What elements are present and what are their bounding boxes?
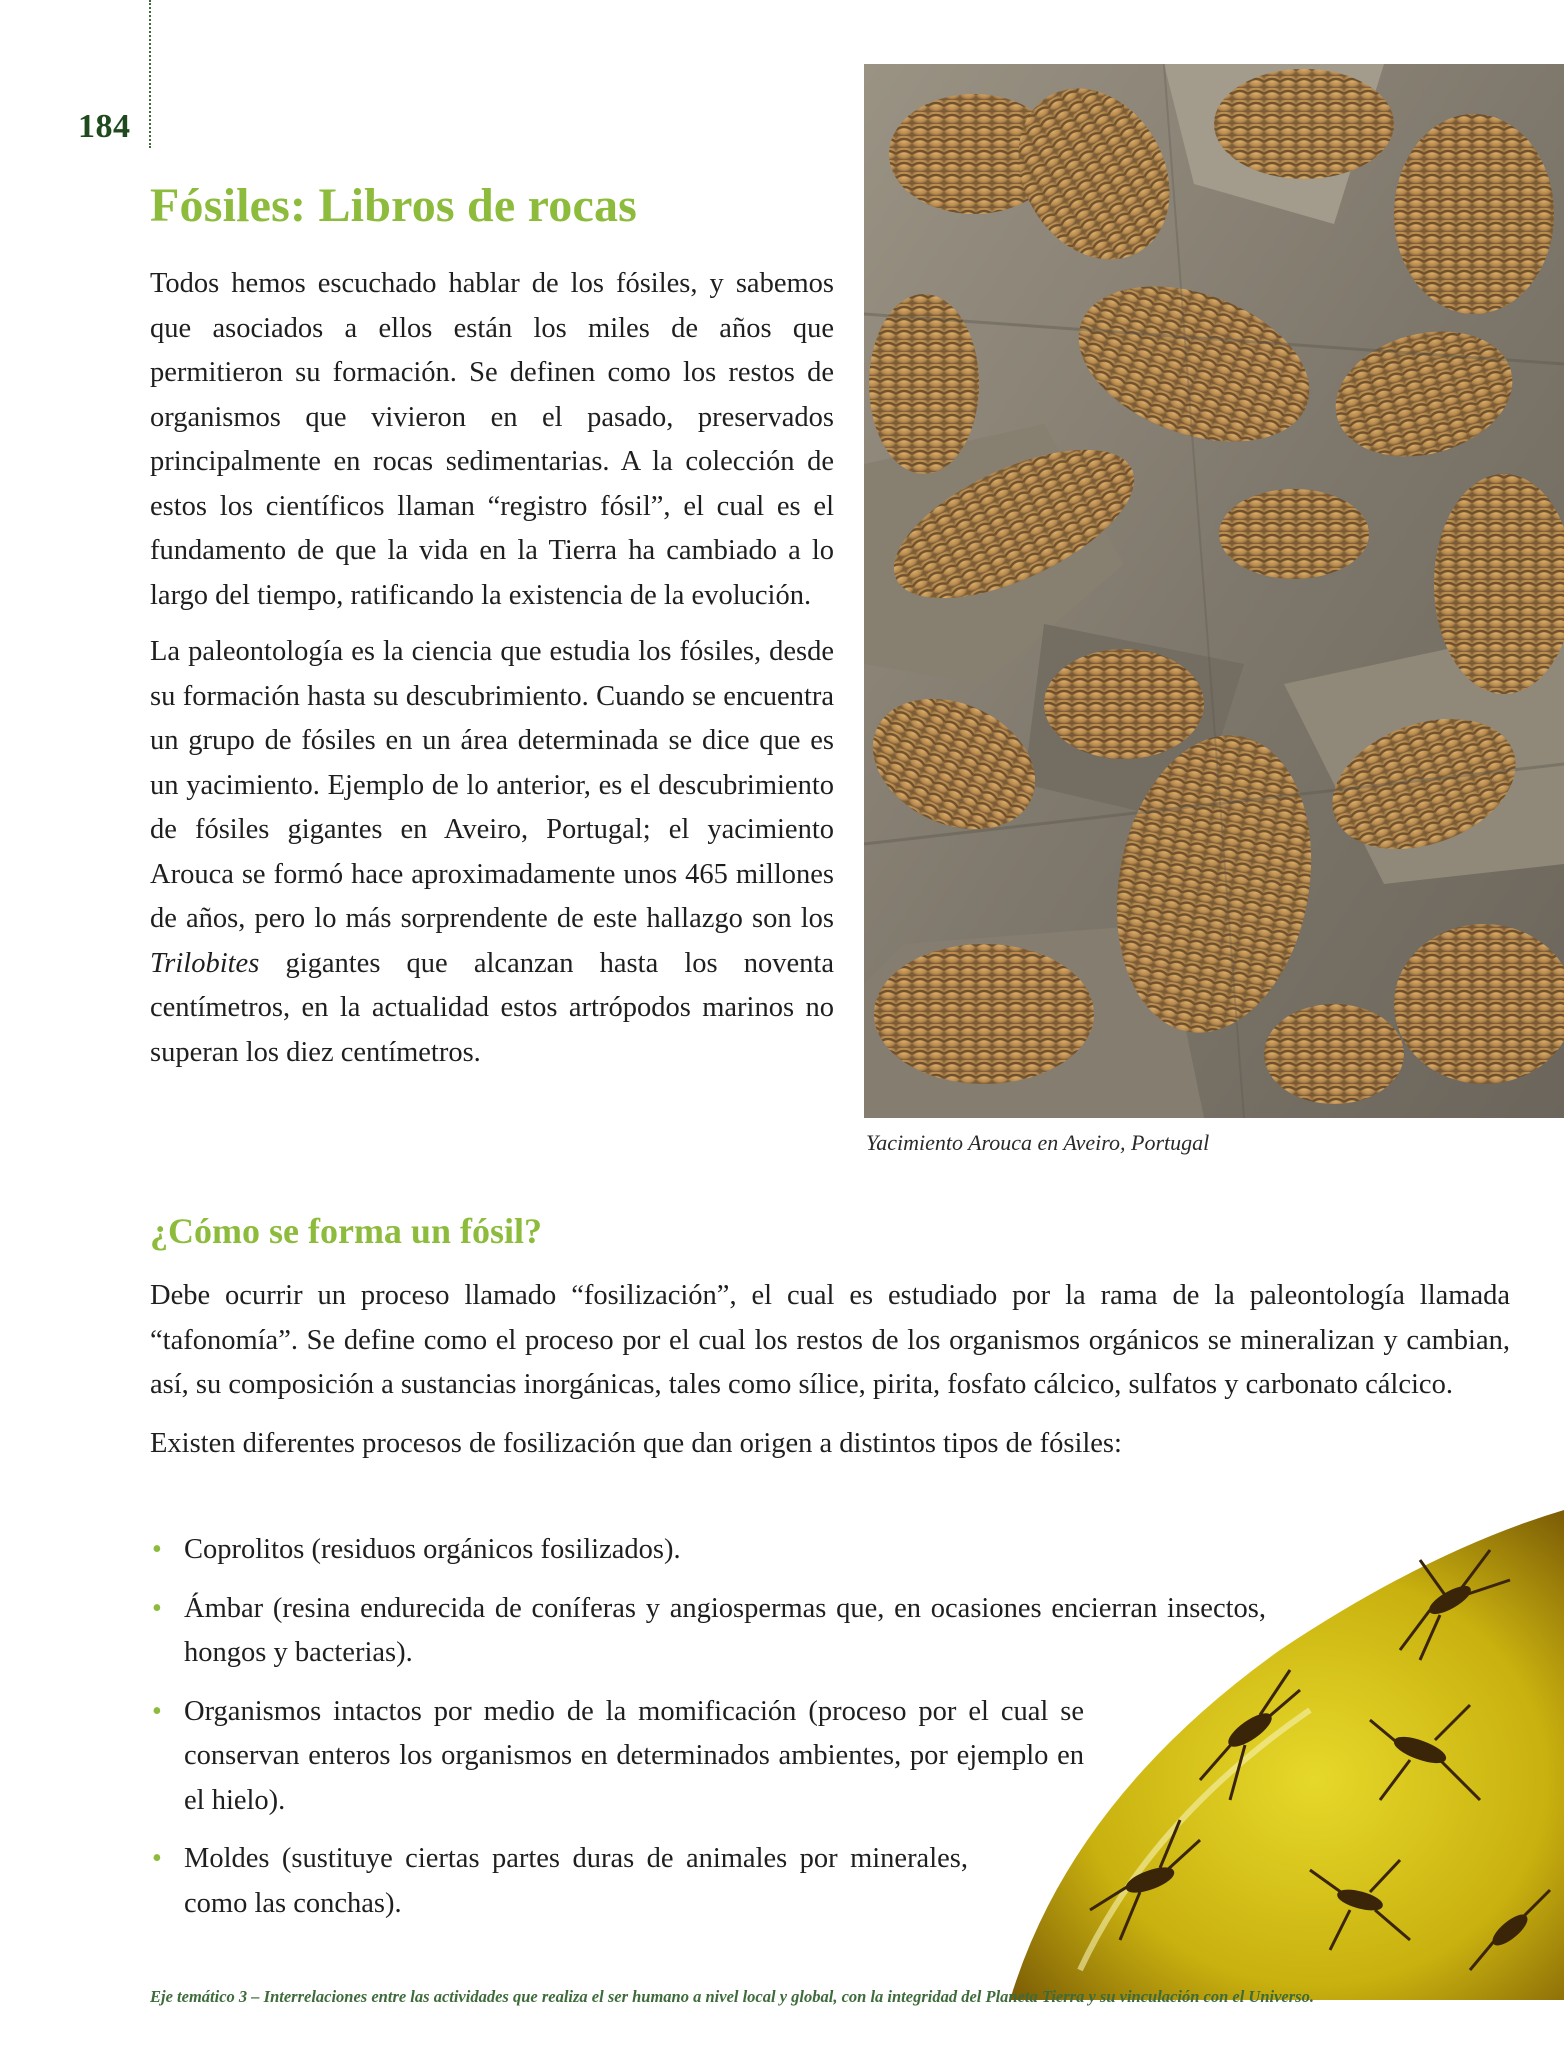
bullet-dot: • bbox=[152, 1592, 162, 1624]
formation-paragraph-2: Existen diferentes procesos de fosilización que dan origen a distintos tipos de fósiles: bbox=[150, 1427, 1122, 1459]
intro-p2-text-b: gigantes que alcanzan hasta los noventa centímetros, en la actualidad estos artrópodos marinos no superan los diez centímetros. bbox=[150, 947, 834, 1068]
page-title: Fósiles: Libros de rocas bbox=[150, 179, 638, 232]
list-item bbox=[150, 1528, 1164, 1573]
margin-dotted-rule bbox=[149, 0, 151, 148]
list-item-text: Coprolitos (residuos orgánicos fosilizados). bbox=[184, 1534, 681, 1565]
formation-section bbox=[150, 1274, 1510, 1480]
list-item-text: Ámbar (resina endurecida de coníferas y angiospermas que, en ocasiones encierran insectos, hongos y bacterias). bbox=[184, 1592, 1266, 1668]
page-number: 184 bbox=[78, 108, 131, 145]
bullet-dot: • bbox=[152, 1534, 162, 1565]
section-heading-formation: ¿Cómo se forma un fósil? bbox=[150, 1211, 542, 1251]
formation-paragraph-1: Debe ocurrir un proceso llamado “fosilización”, el cual es estudiado por la rama de la paleontología llamada “tafonomía”. Se define como el proceso por el cual los restos de los organismos orgánicos se mineralizan y cambian, así, su composición a sustancias inorgánicas, tales como sílice, pirita, fosfato cálcico, sulfatos y carbonato cálcico. bbox=[150, 1280, 1510, 1400]
bullet-dot: • bbox=[152, 1695, 162, 1727]
list-item bbox=[150, 1587, 1266, 1676]
trilobites-italic: Trilobites bbox=[150, 947, 260, 979]
bullet-dot: • bbox=[152, 1843, 162, 1874]
intro-paragraph-1: Todos hemos escuchado hablar de los fósiles, y sabemos que asociados a ellos están los miles de años que permitieron su formación. Se definen como los restos de organismos que vivieron en el pasado, preservados principalmente en rocas sedimentarias. A la colección de estos los científicos llaman “registro fósil”, el cual es el fundamento de que la vida en la Tierra ha cambiado a lo largo del tiempo, ratificando la existencia de la evolución. bbox=[150, 268, 834, 611]
intro-p2-text-a: La paleontología es la ciencia que estudia los fósiles, desde su formación hasta su descubrimiento. Cuando se encuentra un grupo de fósiles en un área determinada se dice que es un yacimiento. Ejemplo de lo anterior, es el descubrimiento de fósiles gigantes en Aveiro, Portugal; el yacimiento Arouca se formó hace aproximadamente unos 465 millones de años, pero lo más sorprendente de este hallazgo son los bbox=[150, 636, 834, 934]
list-item-text: Organismos intactos por medio de la momificación (proceso por el cual se conservan enteros los organismos en determinados ambientes, por ejemplo en el hielo). bbox=[184, 1695, 1084, 1816]
list-item bbox=[150, 1690, 1250, 1824]
page-footer: Eje temático 3 – Interrelaciones entre las actividades que realiza el ser humano a nivel local y global, con la integridad del Planeta Tierra y su vinculación con el Universo. bbox=[150, 1987, 1314, 2006]
intro-paragraph-2 bbox=[150, 630, 834, 1075]
fossil-types-list bbox=[150, 1528, 1266, 1940]
trilobite-fossil-illustration bbox=[864, 64, 1564, 1118]
list-item bbox=[150, 1837, 1250, 1926]
trilobite-fossil-photo bbox=[864, 64, 1564, 1118]
intro-section bbox=[150, 262, 834, 1087]
list-item-text: Moldes (sustituye ciertas partes duras de animales por minerales, como las conchas). bbox=[184, 1843, 968, 1919]
photo-caption: Yacimiento Arouca en Aveiro, Portugal bbox=[866, 1130, 1210, 1155]
